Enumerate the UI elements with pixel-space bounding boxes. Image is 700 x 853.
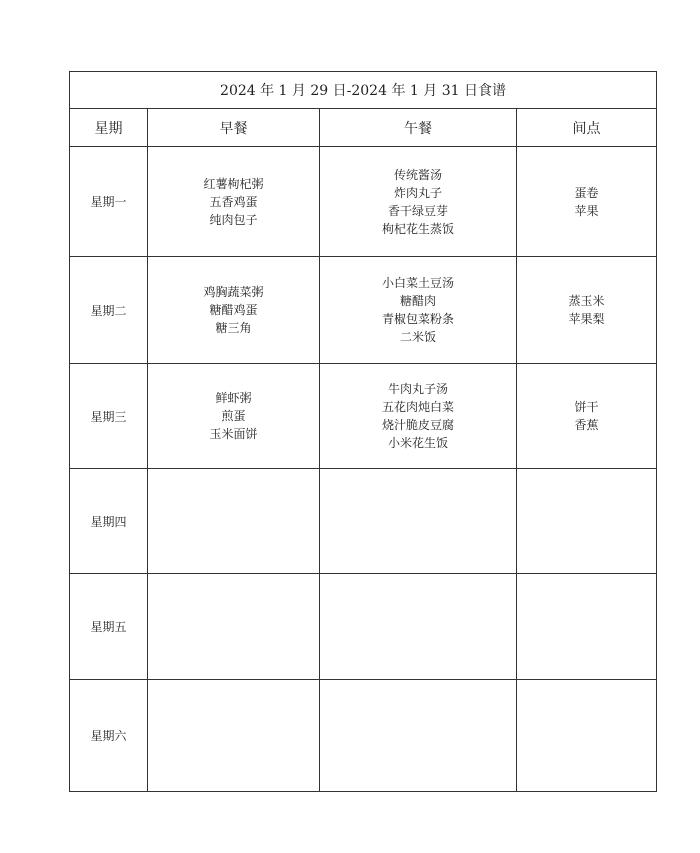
breakfast-item: 红薯枸杞粥 — [203, 176, 264, 191]
table-row — [70, 469, 657, 574]
breakfast-cell — [148, 680, 320, 792]
lunch-item: 烧汁脆皮豆腐 — [381, 418, 454, 432]
breakfast-cell — [148, 469, 320, 574]
snack-item: 苹果 — [574, 203, 599, 218]
snack-item: 蛋卷 — [574, 185, 599, 200]
breakfast-item: 玉米面饼 — [209, 427, 258, 441]
header-day: 星期 — [70, 109, 148, 147]
lunch-cell — [320, 574, 517, 680]
day-cell: 星期一 — [70, 147, 148, 257]
header-row — [70, 109, 657, 147]
header-snack: 间点 — [517, 109, 657, 147]
menu-title: 2024 年 1 月 29 日-2024 年 1 月 31 日食谱 — [70, 72, 657, 109]
breakfast-cell — [148, 364, 320, 469]
lunch-cell — [320, 469, 517, 574]
snack-item: 香蕉 — [574, 418, 599, 432]
breakfast-item: 鸡胸蔬菜粥 — [203, 285, 264, 299]
breakfast-item: 纯肉包子 — [209, 212, 258, 227]
lunch-cell — [320, 680, 517, 792]
lunch-item: 枸杞花生蒸饭 — [381, 221, 454, 236]
header-breakfast: 早餐 — [148, 109, 320, 147]
lunch-item: 小白菜土豆汤 — [381, 276, 454, 290]
breakfast-item: 糖三角 — [215, 321, 252, 335]
breakfast-item: 鲜虾粥 — [215, 391, 252, 405]
title-row — [70, 72, 657, 109]
breakfast-item: 糖醋鸡蛋 — [209, 303, 258, 317]
lunch-item: 香干绿豆芽 — [387, 203, 448, 218]
snack-item: 苹果梨 — [568, 312, 605, 326]
snack-cell — [517, 469, 657, 574]
breakfast-item: 煎蛋 — [221, 409, 246, 423]
lunch-item: 糖醋肉 — [399, 294, 436, 308]
table-row — [70, 680, 657, 792]
lunch-item: 炸肉丸子 — [393, 185, 442, 200]
day-cell: 星期二 — [70, 257, 148, 364]
lunch-cell — [320, 364, 517, 469]
lunch-cell — [320, 257, 517, 364]
lunch-cell — [320, 147, 517, 257]
breakfast-cell — [148, 574, 320, 680]
lunch-item: 牛肉丸子汤 — [387, 382, 448, 396]
breakfast-cell — [148, 147, 320, 257]
table-row — [70, 257, 657, 364]
menu-body — [70, 147, 657, 792]
table-row — [70, 574, 657, 680]
day-cell: 星期三 — [70, 364, 148, 469]
lunch-item: 青椒包菜粉条 — [381, 312, 454, 326]
day-cell: 星期六 — [70, 680, 148, 792]
lunch-item: 小米花生饭 — [387, 436, 448, 450]
snack-cell — [517, 147, 657, 257]
table-row — [70, 364, 657, 469]
lunch-item: 五花肉炖白菜 — [381, 400, 454, 414]
snack-cell — [517, 680, 657, 792]
snack-cell — [517, 364, 657, 469]
lunch-item: 二米饭 — [399, 330, 436, 344]
menu-table — [69, 71, 657, 792]
breakfast-cell — [148, 257, 320, 364]
snack-item: 饼干 — [574, 400, 599, 414]
snack-cell — [517, 574, 657, 680]
snack-item: 蒸玉米 — [568, 294, 605, 308]
lunch-item: 传统酱汤 — [393, 167, 442, 182]
table-row — [70, 147, 657, 257]
day-cell: 星期五 — [70, 574, 148, 680]
breakfast-item: 五香鸡蛋 — [209, 194, 258, 209]
day-cell: 星期四 — [70, 469, 148, 574]
snack-cell — [517, 257, 657, 364]
header-lunch: 午餐 — [320, 109, 517, 147]
